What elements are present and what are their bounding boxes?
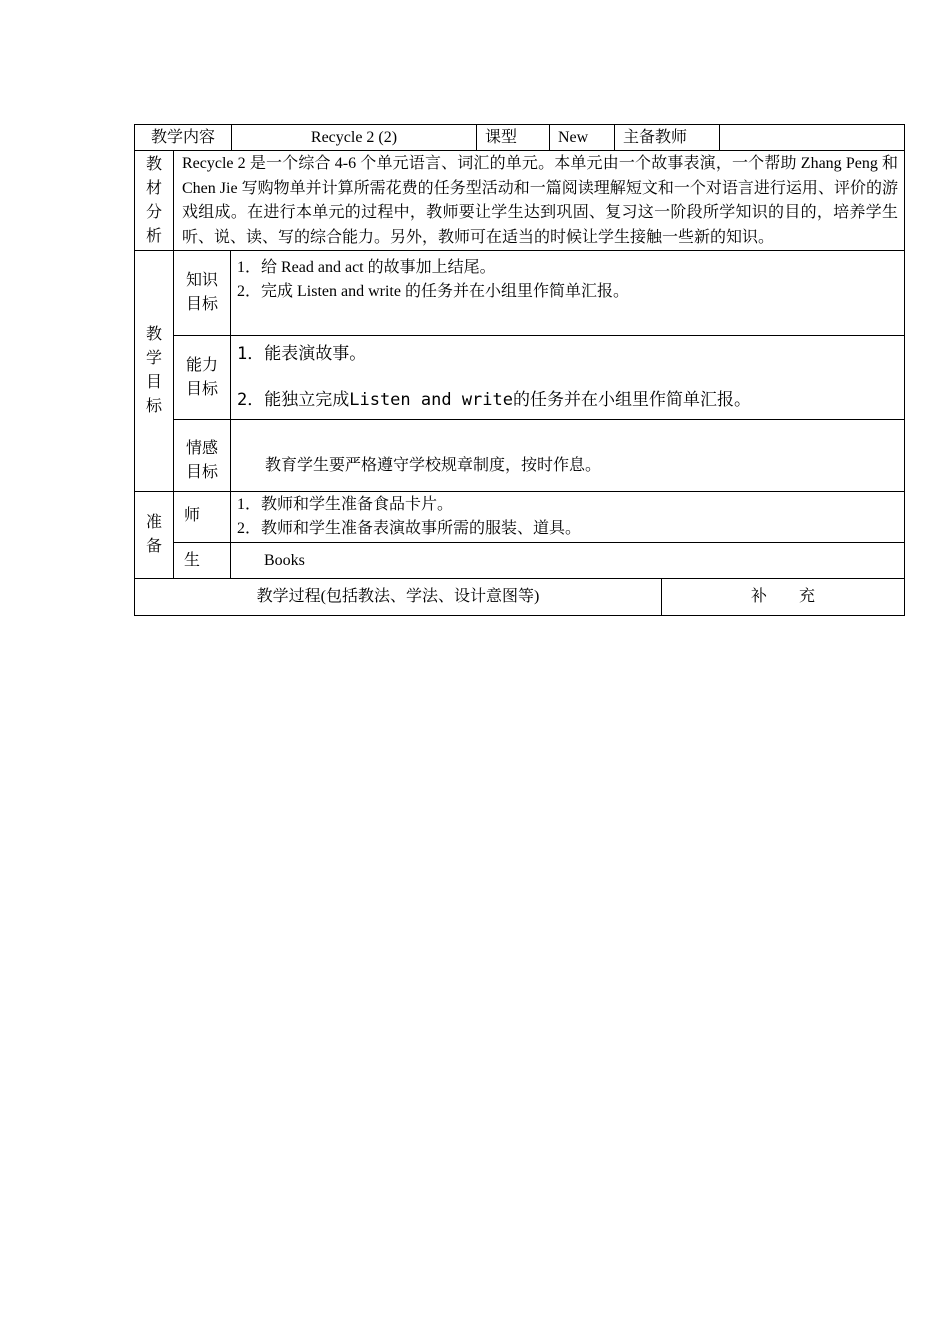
analysis-label-char: 分 bbox=[145, 203, 162, 221]
content-label: 教学内容 bbox=[134, 124, 232, 151]
analysis-text: Recycle 2 是一个综合 4-6 个单元语言、词汇的单元。本单元由一个故事表演，一个帮助 Zhang Peng 和 Chen Jie 写购物单并计算所需花费的任务型活动和一篇阅读理解短文和一个对语言进行运用、评价的游戏组成。在进行本单元的过程中，教师要让学生达到巩固、复习这一阶段所学知识的目的，培养学生听、说、读、写的综合能力。另外，教师可在适当的时候让学生接触一些新的知识。 bbox=[173, 150, 905, 251]
analysis-label-char: 教 bbox=[145, 155, 162, 173]
supplement-label: 补 充 bbox=[661, 578, 905, 616]
preparation-label-char: 准 bbox=[145, 514, 162, 531]
ability-items bbox=[230, 335, 905, 420]
analysis-label-char: 析 bbox=[145, 227, 162, 245]
ability-label-line: 能力 bbox=[185, 356, 218, 374]
content-value: Recycle 2 (2) bbox=[231, 124, 477, 151]
emotion-label-line: 情感 bbox=[185, 439, 218, 457]
student-prep-text: Books bbox=[230, 542, 905, 579]
teacher-prep-label: 师 bbox=[173, 491, 231, 543]
emotion-text: 教育学生要严格遵守学校规章制度，按时作息。 bbox=[230, 419, 905, 492]
emotion-label bbox=[173, 419, 231, 492]
teacher-value bbox=[719, 124, 905, 151]
ability-label-line: 目标 bbox=[185, 380, 218, 398]
preparation-label bbox=[134, 491, 174, 579]
knowledge-label-line: 知识 bbox=[185, 272, 218, 289]
teacher-label: 主备教师 bbox=[614, 124, 720, 151]
student-prep-label: 生 bbox=[173, 542, 231, 579]
knowledge-label-line: 目标 bbox=[185, 296, 218, 313]
knowledge-items bbox=[230, 250, 905, 336]
analysis-label bbox=[134, 150, 174, 251]
knowledge-item: 1．给 Read and act 的故事加上结尾。 bbox=[237, 259, 496, 276]
objectives-label-char: 教 bbox=[145, 326, 162, 343]
process-label: 教学过程(包括教法、学法、设计意图等) bbox=[134, 578, 662, 616]
ability-item: 1．能表演故事。 bbox=[237, 344, 367, 364]
objectives-label-char: 目 bbox=[145, 374, 162, 391]
teacher-prep-item: 2．教师和学生准备表演故事所需的服装、道具。 bbox=[237, 520, 582, 537]
objectives-label-char: 学 bbox=[145, 350, 162, 367]
ability-item: 2．能独立完成Listen and write的任务并在小组里作简单汇报。 bbox=[237, 390, 751, 410]
type-label: 课型 bbox=[476, 124, 550, 151]
knowledge-item: 2．完成 Listen and write 的任务并在小组里作简单汇报。 bbox=[237, 283, 629, 300]
emotion-label-line: 目标 bbox=[185, 463, 218, 481]
objectives-label bbox=[134, 250, 174, 492]
preparation-label-char: 备 bbox=[145, 538, 162, 555]
objectives-label-char: 标 bbox=[145, 398, 162, 415]
ability-label bbox=[173, 335, 231, 420]
type-value: New bbox=[549, 124, 615, 151]
teacher-prep-items bbox=[230, 491, 905, 543]
teacher-prep-item: 1．教师和学生准备食品卡片。 bbox=[237, 496, 454, 513]
analysis-label-char: 材 bbox=[145, 179, 162, 197]
knowledge-label bbox=[173, 250, 231, 336]
